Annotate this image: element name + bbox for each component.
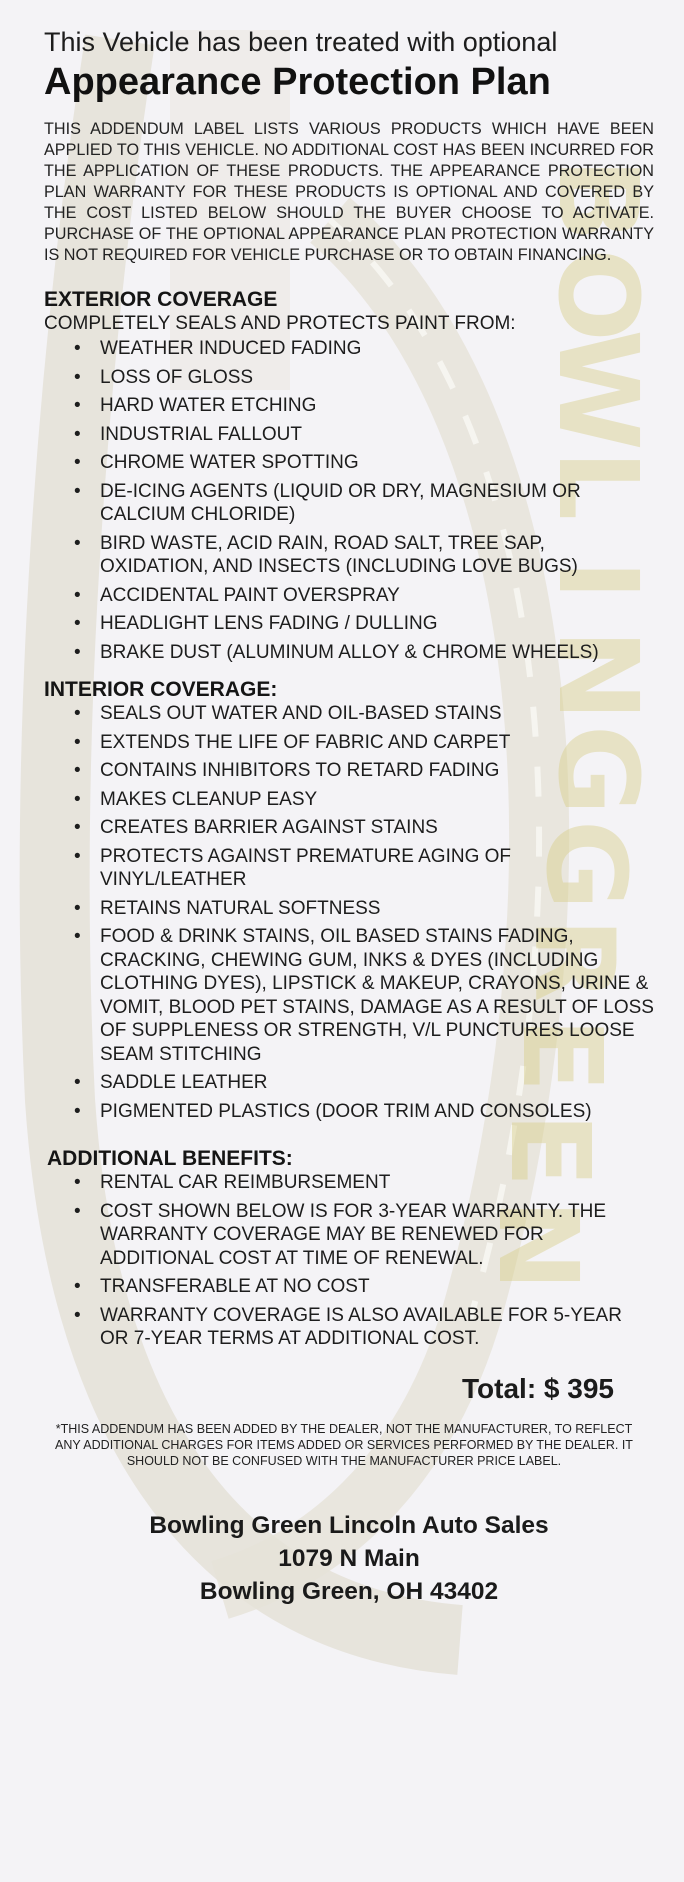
list-item: • RETAINS NATURAL SOFTNESS: [74, 897, 381, 919]
watermark-letter: N: [534, 628, 662, 722]
watermark-letter: I: [534, 559, 662, 601]
watermark-letter: N: [474, 1198, 602, 1292]
bullet-icon: •: [74, 845, 81, 867]
list-item: • FOOD & DRINK STAINS, OIL BASED STAINS FADING, CRACKING, CHEWING GUM, INKS & DYES (INCLUDING CLOTHING DYES), LIPSTICK & MAKEUP, CRAYONS, URINE & VOMIT, BLOOD PET STAINS, DAMAGE AS A RESULT OF LOSS OF SUPPLENESS OR STRENGTH, V/L PUNCTURES LOOSE SEAM STITCHING: [74, 926, 654, 1065]
bullet-icon: •: [74, 926, 81, 947]
watermark-letter: L: [534, 449, 662, 521]
list-item: • COST SHOWN BELOW IS FOR 3-YEAR WARRANTY. THE WARRANTY COVERAGE MAY BE RENEWED FOR ADDITIONAL COST AT TIME OF RENEWAL.: [74, 1200, 607, 1269]
list-item: • SADDLE LEATHER: [74, 1072, 268, 1093]
bullet-icon: •: [74, 1072, 81, 1093]
dealer-city: Bowling Green, OH 43402: [199, 1577, 499, 1605]
plan-title: Appearance Protection Plan: [44, 61, 551, 103]
watermark-letter: E: [486, 1112, 614, 1188]
interior-coverage-title: INTERIOR COVERAGE:: [44, 678, 278, 701]
bullet-icon: •: [74, 423, 81, 445]
list-item: • EXTENDS THE LIFE OF FABRIC AND CARPET: [74, 731, 511, 753]
dealer-footnote: *THIS ADDENDUM HAS BEEN ADDED BY THE DEALER, NOT THE MANUFACTURER, TO REFLECT ANY ADDITIONAL CHARGES FOR ITEMS ADDED OR SERVICES PERFORMED BY THE DEALER. IT SHOULD NOT BE CONFUSED WITH THE MANUFACTURER PRICE LABEL.: [55, 1421, 633, 1468]
watermark-letter: W: [534, 329, 662, 451]
list-item: • HEADLIGHT LENS FADING / DULLING: [74, 613, 438, 634]
bullet-icon: •: [74, 480, 81, 502]
bullet-icon: •: [74, 731, 81, 753]
list-item: • MAKES CLEANUP EASY: [74, 788, 318, 810]
dealer-name: Bowling Green Lincoln Auto Sales: [149, 1511, 549, 1539]
bullet-icon: •: [74, 1100, 81, 1122]
bullet-icon: •: [74, 1200, 81, 1222]
dealer-street: 1079 N Main: [278, 1544, 420, 1572]
watermark-letter: O: [534, 248, 662, 342]
exterior-coverage-list: [44, 337, 654, 664]
list-item: • TRANSFERABLE AT NO COST: [74, 1276, 370, 1297]
bullet-icon: •: [74, 641, 81, 663]
dealer-info: [44, 1509, 654, 1608]
bullet-icon: •: [74, 1172, 81, 1193]
bullet-icon: •: [74, 338, 81, 359]
additional-benefits-title: ADDITIONAL BENEFITS:: [47, 1147, 293, 1170]
disclaimer-paragraph: THIS ADDENDUM LABEL LISTS VARIOUS PRODUCTS WHICH HAVE BEEN APPLIED TO THIS VEHICLE. NO ADDITIONAL COST HAS BEEN INCURRED FOR THE APPLICATION OF THESE PRODUCTS. THE APPEARANCE PROTECTION PLAN WARRANTY FOR THESE PRODUCTS IS OPTIONAL AND COVERED BY THE COST LISTED BELOW SHOULD THE BUYER CHOOSE TO ACTIVATE. PURCHASE OF THE OPTIONAL APPEARANCE PLAN PROTECTION WARRANTY IS NOT REQUIRED FOR VEHICLE PURCHASE OR TO OBTAIN FINANCING.: [44, 120, 654, 264]
exterior-coverage-subtitle: COMPLETELY SEALS AND PROTECTS PAINT FROM:: [44, 313, 516, 334]
bullet-icon: •: [74, 366, 81, 388]
list-item: • WARRANTY COVERAGE IS ALSO AVAILABLE FOR 5-YEAR OR 7-YEAR TERMS AT ADDITIONAL COST.: [74, 1304, 622, 1349]
list-item: • BIRD WASTE, ACID RAIN, ROAD SALT, TREE SAP, OXIDATION, AND INSECTS (INCLUDING LOVE BUGS): [74, 532, 578, 577]
list-item: • CONTAINS INHIBITORS TO RETARD FADING: [74, 760, 500, 781]
bullet-icon: •: [74, 395, 81, 416]
list-item: • LOSS OF GLOSS: [74, 366, 254, 388]
total-price: Total: $ 395: [462, 1372, 614, 1404]
bullet-icon: •: [74, 532, 81, 554]
watermark-letter: G: [534, 724, 662, 816]
list-item: • INDUSTRIAL FALLOUT: [74, 423, 303, 445]
bullet-icon: •: [74, 1304, 81, 1326]
bullet-icon: •: [74, 788, 81, 810]
bullet-icon: •: [74, 452, 81, 473]
bullet-icon: •: [74, 760, 81, 781]
list-item: • WEATHER INDUCED FADING: [74, 338, 362, 359]
list-item: • RENTAL CAR REIMBURSEMENT: [74, 1172, 391, 1193]
watermark-letter: R: [510, 917, 638, 1003]
additional-benefits-list: [44, 1171, 654, 1351]
watermark-letter: E: [498, 1017, 626, 1093]
exterior-coverage-title: EXTERIOR COVERAGE: [44, 288, 278, 311]
bullet-icon: •: [74, 584, 81, 606]
bullet-icon: •: [74, 897, 81, 919]
list-item: • HARD WATER ETCHING: [74, 395, 317, 416]
bullet-icon: •: [74, 613, 81, 634]
list-item: • DE-ICING AGENTS (LIQUID OR DRY, MAGNESIUM OR CALCIUM CHLORIDE): [74, 480, 581, 525]
list-item: • PROTECTS AGAINST PREMATURE AGING OF VINYL/LEATHER: [74, 845, 512, 890]
list-item: • PIGMENTED PLASTICS (DOOR TRIM AND CONSOLES): [74, 1100, 592, 1122]
bullet-icon: •: [74, 703, 81, 724]
watermark-letter: B: [534, 158, 662, 242]
list-item: • CREATES BARRIER AGAINST STAINS: [74, 817, 438, 838]
list-item: • ACCIDENTAL PAINT OVERSPRAY: [74, 584, 400, 606]
bullet-icon: •: [74, 817, 81, 838]
watermark-letter: G: [522, 819, 650, 911]
intro-line: This Vehicle has been treated with optional: [44, 27, 558, 57]
bullet-icon: •: [74, 1276, 81, 1297]
list-item: • CHROME WATER SPOTTING: [74, 452, 359, 473]
list-item: • BRAKE DUST (ALUMINUM ALLOY & CHROME WHEELS): [74, 641, 599, 663]
interior-coverage-list: [44, 702, 654, 1123]
list-item: • SEALS OUT WATER AND OIL-BASED STAINS: [74, 703, 502, 724]
